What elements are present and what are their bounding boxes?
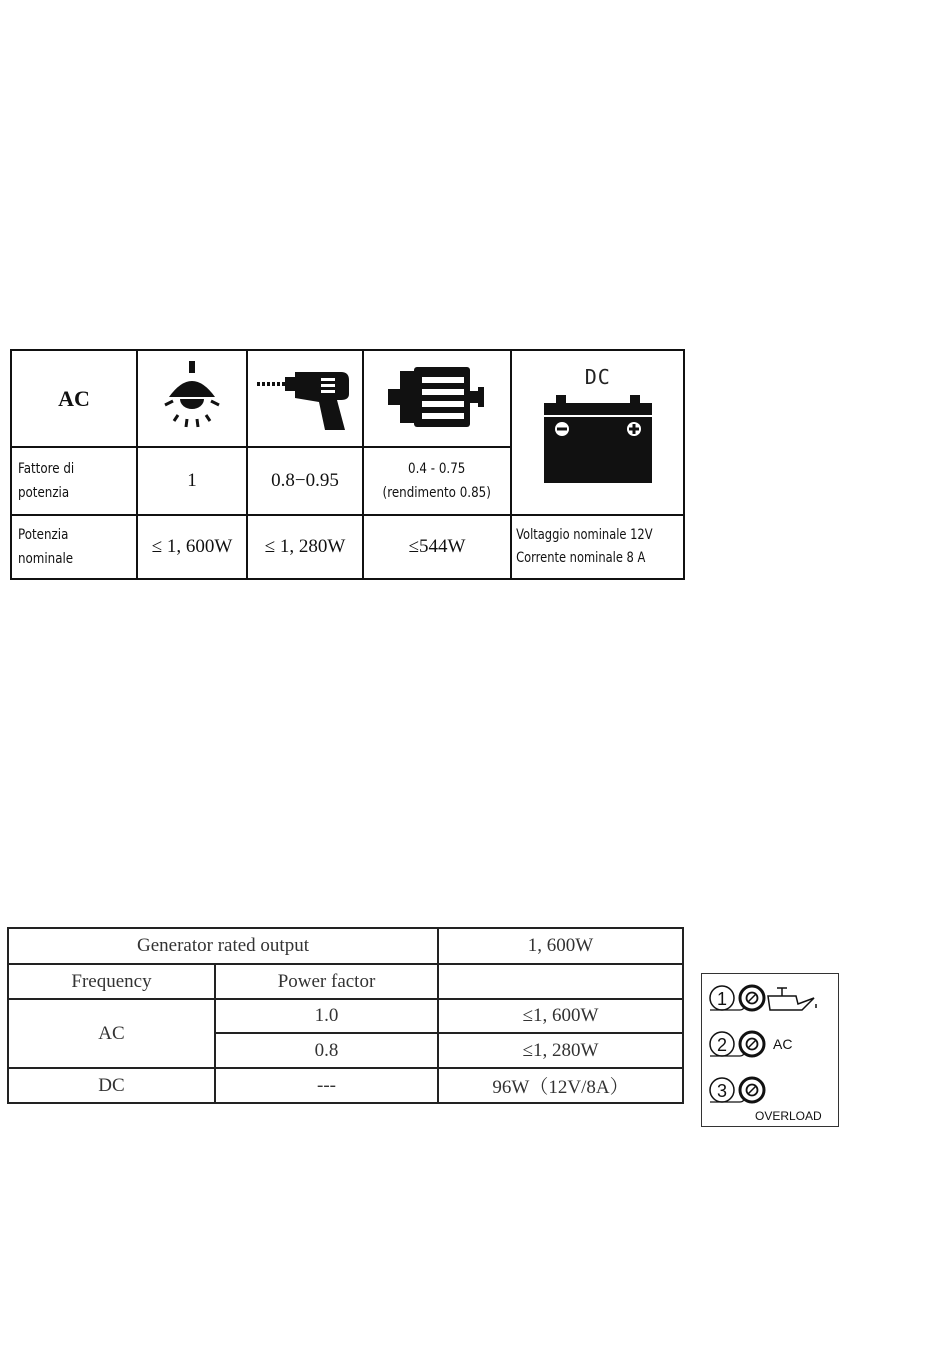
power-factor-header: Power factor [215,964,438,999]
ac-power-factor-2: 0.8 [215,1033,438,1068]
ac-header: AC [11,350,137,447]
indicator-overload-label: OVERLOAD [755,1109,822,1123]
dc-current: Corrente nominale 8 A [516,550,646,566]
power-factor-label-line2: potenzia [17,485,70,501]
electric-motor-icon [382,363,492,435]
ac-output-2: ≤1, 280W [438,1033,683,1068]
car-battery-icon [542,395,654,485]
power-factor-motor [363,447,511,515]
ac-label: AC [8,999,215,1068]
power-factor-motor-efficiency: (rendimento 0.85) [382,485,492,501]
generator-output-table [7,927,684,1104]
rated-power-label [11,515,137,579]
indicator-panel [701,973,839,1127]
rated-power-lamp: ≤ 1, 600W [137,515,247,579]
indicator-ac [710,1032,792,1056]
rated-power-label-line1: Potenzia [17,527,69,543]
drill-column-header [247,350,363,447]
indicator-panel-drawing [702,974,840,1128]
power-compatibility-table [10,349,685,580]
indicator-ac-label: AC [773,1036,793,1052]
power-factor-label [11,447,137,515]
output-header-empty [438,964,683,999]
power-factor-motor-range: 0.4 - 0.75 [408,461,466,477]
oil-can-icon [768,988,816,1010]
power-factor-label-line1: Fattore di [17,461,75,477]
indicator-number-1: 1 [716,989,728,1009]
ceiling-lamp-icon [157,359,227,439]
indicator-number-3: 3 [716,1081,728,1101]
frequency-header: Frequency [8,964,215,999]
dc-spec-cell [511,515,684,579]
ac-output-1: ≤1, 600W [438,999,683,1033]
indicator-number-2: 2 [716,1035,728,1055]
dc-voltage: Voltaggio nominale 12V [516,527,653,543]
motor-column-header [363,350,511,447]
ac-power-factor-1: 1.0 [215,999,438,1033]
lamp-column-header [137,350,247,447]
indicator-overload [710,1078,822,1123]
dc-label-cell: DC [8,1068,215,1103]
dc-label: DC [584,365,611,389]
rated-power-drill: ≤ 1, 280W [247,515,363,579]
rated-power-label-line2: nominale [17,551,74,567]
power-factor-lamp: 1 [137,447,247,515]
dc-power-factor: --- [215,1068,438,1103]
power-drill-icon [255,364,355,434]
rated-power-motor: ≤544W [363,515,511,579]
dc-output: 96W（12V/8A） [438,1068,683,1103]
power-factor-drill: 0.8−0.95 [247,447,363,515]
dc-column-header [511,350,684,515]
indicator-oil [710,986,816,1010]
rated-output-value: 1, 600W [438,928,683,964]
rated-output-label: Generator rated output [8,928,438,964]
